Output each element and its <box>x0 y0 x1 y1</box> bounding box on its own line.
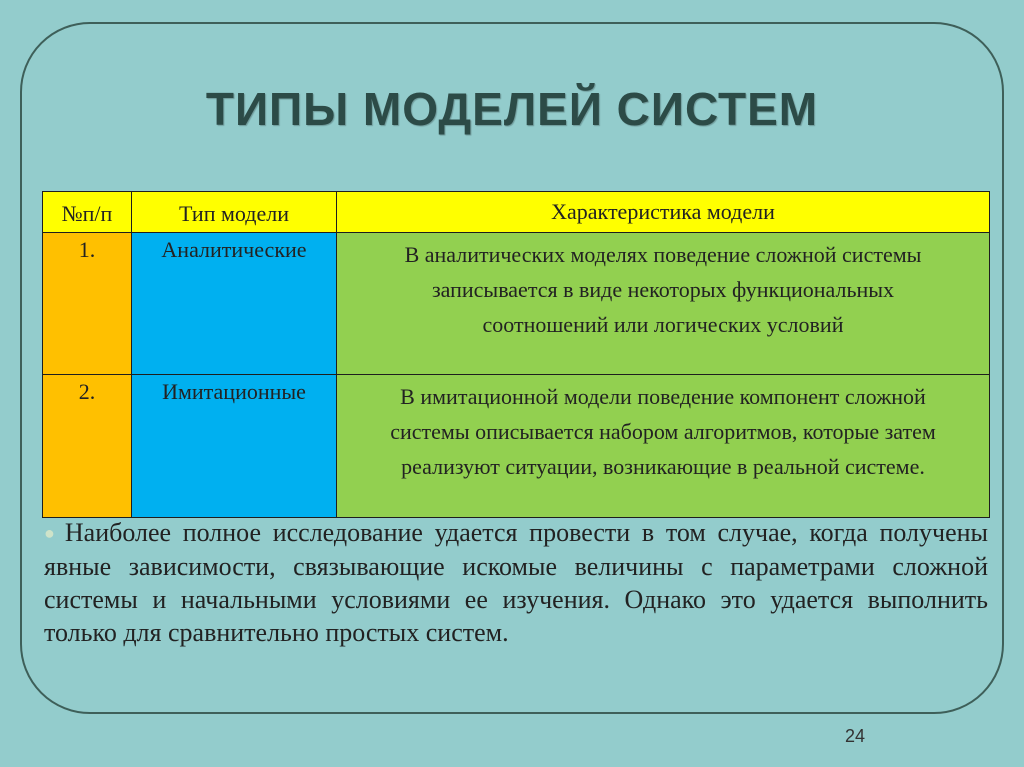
row-model-description: В аналитических моделях поведение сложной системы записывается в виде некоторых функциональных соотношений или логических условий <box>337 233 990 375</box>
header-number: №п/п <box>43 192 132 233</box>
page-number: 24 <box>844 726 866 746</box>
row-number: 2. <box>43 375 132 518</box>
table-row <box>43 375 990 518</box>
row-model-type: Аналитические <box>132 233 337 375</box>
table-row <box>43 233 990 375</box>
body-paragraph-text: Наиболее полное исследование удается провести в том случае, когда получены явные зависимости, связывающие искомые величины с параметрами сложной системы и начальными условиями ее изучения. Однако это удается выполнить только для сравнительно простых систем. <box>44 518 988 647</box>
header-model-type: Тип модели <box>132 192 337 233</box>
header-model-description: Характеристика модели <box>337 192 990 233</box>
bullet-dot-icon: ● <box>44 523 55 543</box>
row-model-type: Имитационные <box>132 375 337 518</box>
model-types-table <box>42 191 990 518</box>
body-paragraph <box>44 516 988 649</box>
slide-title: ТИПЫ МОДЕЛЕЙ СИСТЕМ <box>205 83 819 135</box>
row-number: 1. <box>43 233 132 375</box>
row-model-description: В имитационной модели поведение компонент сложной системы описывается набором алгоритмов, которые затем реализуют ситуации, возникающие в реальной системе. <box>337 375 990 518</box>
table-header-row <box>43 192 990 233</box>
